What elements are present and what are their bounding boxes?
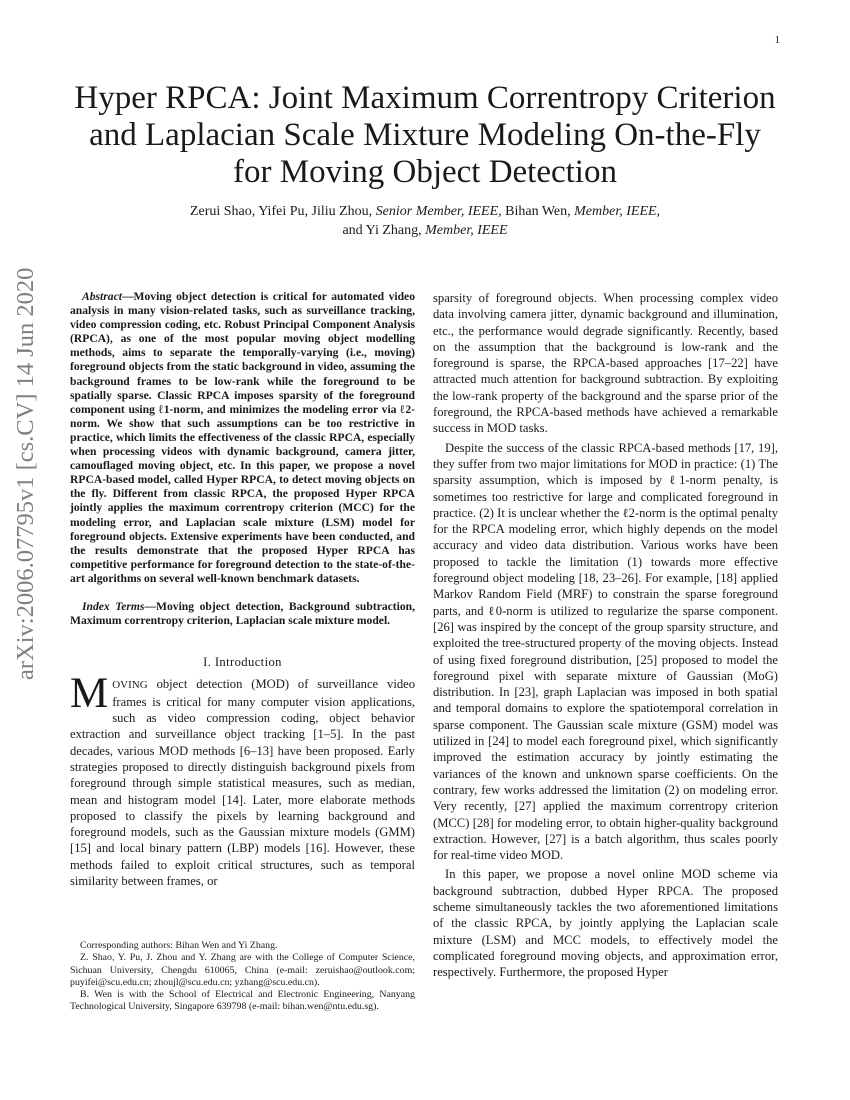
footnote-corresponding: Corresponding authors: Bihan Wen and Yi Zhang. [80,940,278,951]
intro-paragraph [70,670,415,889]
right-paragraph-3: In this paper, we propose a novel online MOD scheme via background subtraction, dubbed Hyper RPCA. The proposed scheme simultaneously tackles the two aforementioned limitations of the classic RPCA, by jointly applying the Laplacian scale mixture (LSM) and MCC models, to effectively model the complicated foreground moving objects, and approximation error, respectively. Furthermore, the proposed Hyper [433,867,778,980]
left-column [70,290,415,889]
right-paragraph-2: Despite the success of the classic RPCA-based methods [17, 19], they suffer from two major limitations for MOD in practice: (1) The sparsity assumption, which is imposed by ℓ1-norm penalty, is sometimes too restrictive for large and complicated foreground in practice. (2) It is unclear whether the ℓ2-norm is the optimal penalty for the RPCA modeling error, which highly depends on the model accuracy and video data distribution. Various works have been proposed to tackle the limitation (1) towards more effective foreground object modeling [18, 23–26]. For example, [18] applied Markov Random Field (MRF) to constrain the sparse foreground parts, and ℓ0-norm is utilized to regularize the sparse component. [26] was inspired by the concept of the group sparsity structure, and exploited the tree-structured property of the moving objects. Instead of using fixed foreground distribution, [25] proposed to model the foreground pixel with separate mixture of Gaussian (MoG) distribution. In [23], graph Laplacian was imposed in both spatial and temporal domains to explore the spatiotemporal correlation in sparse component. The Gaussian scale mixture (GSM) model was utilized in [24] to model each foreground pixel, which significantly improved the estimation accuracy by jointly estimating the variances of the known and unknown sparse coefficients. On the contrary, few works addressed the limitation (2) on modeling error. Very recently, [27] applied the maximum correntropy criterion (MCC) [28] for modeling error, to obtain higher-quality background extraction. However, [27] is a batch algorithm, thus scales poorly for real-time video MOD. [433,440,778,863]
abstract-label: Abstract [82,290,122,303]
authors-line-2: and Yi Zhang, Member, IEEE [342,223,508,238]
index-terms-label: Index Terms [82,599,145,613]
dropcap-letter: M [70,670,109,718]
paper-title: Hyper RPCA: Joint Maximum Correntropy Criterion and Laplacian Scale Mixture Modeling On-the-Fly for Moving Object Detection [74,80,776,190]
page-number: 1 [774,34,780,46]
footnotes [70,940,415,1014]
footnote-affiliation-1: Z. Shao, Y. Pu, J. Zhou and Y. Zhang are with the College of Computer Science, Sichuan University, Chengdu 610065, China (e-mail: zeruishao@outlook.com; puyifei@scu.edu.cn; zhoujl@scu.edu.cn; yzhang@scu.edu.cn). [70,952,415,988]
author-list [70,202,780,240]
index-terms-text: —Moving object detection, Background subtraction, Maximum correntropy criterion, Laplacian scale mixture model. [70,599,416,628]
right-column [433,290,778,980]
abstract [70,290,415,586]
right-paragraph-1: sparsity of foreground objects. When processing complex video data involving camera jitter, dynamic background and illumination, etc., the performance would degrade significantly. Recently, based on the assumption that the background is low-rank and the foreground is sparse, the RPCA-based approaches [17–22] have attracted much attention for background subtraction. By exploiting the low-rank property of the background and the sparse prior of the foreground, the RPCA-based methods have achieved a remarkable success in MOD tasks. [433,291,778,436]
authors-line-1: Zerui Shao, Yifei Pu, Jiliu Zhou, Senior Member, IEEE, Bihan Wen, Member, IEEE, [189,204,661,219]
abstract-text: —Moving object detection is critical for automated video analysis in many vision-related tasks, such as surveillance tracking, video compression coding, etc. Robust Principal Component Analysis (RPCA), as one of the most popular moving object modelling methods, aims to separate the temporally-varying (i.e., moving) foreground objects from the static background in video, assuming the background frames to be low-rank while the foreground to be spatially sparse. Classic RPCA imposes sparsity of the foreground component using ℓ1-norm, and minimizes the modeling error via ℓ2-norm. We show that such assumptions can be too restrictive in practice, which limits the effectiveness of the classic RPCA, especially when processing videos with dynamic background, camera jitter, camouflaged moving object, etc. In this paper, we propose a novel RPCA-based model, called Hyper RPCA, to detect moving objects on the fly. Different from classic RPCA, the proposed Hyper RPCA jointly applies the maximum correntropy criterion (MCC) for the modeling error, and Laplacian scale mixture (LSM) model for foreground objects. Extensive experiments have been conducted, and the results demonstrate that the proposed Hyper RPCA has competitive performance for foreground detection to the state-of-the-art algorithms on several well-known benchmark datasets. [70,290,415,585]
arxiv-identifier[interactable]: arXiv:2006.07795v1 [cs.CV] 14 Jun 2020 [12,267,39,680]
section-heading-introduction: I. Introduction [203,655,282,670]
intro-first-word: OVING [112,679,148,692]
footnote-affiliation-2: B. Wen is with the School of Electrical and Electronic Engineering, Nanyang Technological University, Singapore 639798 (e-mail: bihan.wen@ntu.edu.sg). [70,989,415,1013]
intro-text: object detection (MOD) of surveillance video frames is critical for many computer vision applications, such as video compression coding, object behavior extraction and surveillance object tracking [1–5]. In the past decades, various MOD methods [6–13] have been proposed. Early strategies proposed to directly distinguish background pixels from foreground through simple statistical measures, such as median, mean and histogram model [14]. Later, more elaborate methods proposed to classify the pixels by learning background and foreground models, such as the Gaussian mixture models (GMM) [15] and local binary pattern (LBP) models [16]. However, these methods failed to exploit critical structures, such as temporal similarity between frames, or [70,677,415,889]
index-terms [70,600,415,628]
